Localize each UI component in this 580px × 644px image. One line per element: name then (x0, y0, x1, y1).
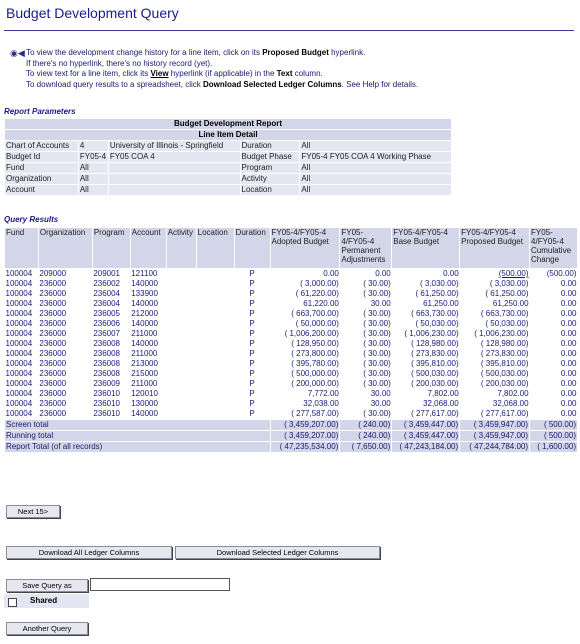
table-cell: ( 273,830.00) (392, 349, 460, 359)
table-cell: 236000 (38, 309, 92, 319)
table-cell: 30.00 (340, 389, 392, 399)
table-row (5, 319, 578, 329)
table-cell: 0.00 (530, 409, 578, 420)
table-cell (166, 339, 196, 349)
total-value: ( 3,459,947.00) (460, 431, 530, 442)
table-cell: 236000 (38, 369, 92, 379)
table-cell: 0.00 (530, 379, 578, 389)
table-cell: P (234, 309, 270, 319)
column-header: Program (92, 228, 130, 269)
table-cell: 212000 (130, 309, 166, 319)
table-row (5, 309, 578, 319)
table-cell: P (234, 389, 270, 399)
table-cell: 100004 (5, 309, 39, 319)
total-row (5, 431, 578, 442)
total-row (5, 420, 578, 431)
table-cell: ( 395,780.00) (270, 359, 340, 369)
table-cell: 0.00 (530, 399, 578, 409)
column-header: FY05-4/FY05-4 Permanent Adjustments (340, 228, 392, 269)
table-cell: 236000 (38, 299, 92, 309)
table-cell (166, 349, 196, 359)
total-value: ( 500.00) (530, 431, 578, 442)
table-cell: 236009 (92, 379, 130, 389)
table-cell: 236008 (92, 339, 130, 349)
table-cell: ( 395,810.00) (392, 359, 460, 369)
table-cell[interactable]: ( 277,617.00) (460, 409, 530, 420)
table-cell: ( 500,000.00) (270, 369, 340, 379)
table-cell (166, 279, 196, 289)
table-cell: ( 30.00) (340, 309, 392, 319)
table-cell: 120010 (130, 389, 166, 399)
table-cell: 100004 (5, 409, 39, 420)
table-cell: 236000 (38, 399, 92, 409)
total-label: Screen total (5, 420, 271, 431)
help-line-1: ◉◀ To view the development change history for a line item, click on its Proposed Budget hyperlink. (10, 48, 366, 58)
table-cell: 100004 (5, 339, 39, 349)
table-cell: 7,772.00 (270, 389, 340, 399)
table-row (5, 279, 578, 289)
table-cell: 236008 (92, 359, 130, 369)
table-cell: P (234, 339, 270, 349)
title-divider (4, 30, 574, 31)
table-cell: ( 200,000.00) (270, 379, 340, 389)
table-cell: 236006 (92, 319, 130, 329)
table-cell: 100004 (5, 369, 39, 379)
table-cell: 236000 (38, 389, 92, 399)
table-cell (166, 299, 196, 309)
table-cell: 100004 (5, 379, 39, 389)
table-cell: 0.00 (530, 289, 578, 299)
table-cell: P (234, 329, 270, 339)
param-row: Budget Id FY05-4 FY05 COA 4 Budget Phase FY05-4 FY05 COA 4 Working Phase (5, 152, 452, 163)
table-cell: 236010 (92, 409, 130, 420)
table-cell: 236010 (92, 399, 130, 409)
table-cell: ( 30.00) (340, 359, 392, 369)
table-cell: 61,250.00 (392, 299, 460, 309)
table-row (5, 289, 578, 299)
column-header: Organization (38, 228, 92, 269)
column-header: Fund (5, 228, 39, 269)
table-cell (196, 319, 234, 329)
total-value: ( 3,459,447.00) (392, 420, 460, 431)
table-cell: 236000 (38, 359, 92, 369)
table-cell: ( 30.00) (340, 329, 392, 339)
table-cell: 121100 (130, 269, 166, 280)
table-cell: 100004 (5, 359, 39, 369)
table-cell: 30.00 (340, 299, 392, 309)
table-cell: 100004 (5, 289, 39, 299)
table-cell (196, 409, 234, 420)
help-line-3: To view text for a line item, click its View hyperlink (if applicable) in the Text column. (26, 69, 323, 78)
table-cell (166, 409, 196, 420)
table-cell: 236007 (92, 329, 130, 339)
report-title: Budget Development Report (5, 119, 452, 130)
shared-label: Shared (30, 596, 58, 605)
table-cell: 0.00 (530, 389, 578, 399)
table-cell[interactable]: ( 1,006,230.00) (460, 329, 530, 339)
column-header: FY05-4/FY05-4 Base Budget (392, 228, 460, 269)
table-cell (196, 359, 234, 369)
table-cell (196, 369, 234, 379)
table-row (5, 389, 578, 399)
table-cell[interactable]: ( 50,030.00) (460, 319, 530, 329)
table-cell[interactable]: 61,250.00 (460, 299, 530, 309)
help-text (6, 48, 576, 90)
table-cell: 100004 (5, 319, 39, 329)
save-query-as-button[interactable]: Save Query as (6, 579, 88, 592)
column-header: FY05-4/FY05-4 Proposed Budget (460, 228, 530, 269)
table-cell: 215000 (130, 369, 166, 379)
table-cell (166, 319, 196, 329)
table-cell: 236008 (92, 349, 130, 359)
table-cell: 32,068.00 (392, 399, 460, 409)
download-selected-ledger-columns-button[interactable]: Download Selected Ledger Columns (175, 546, 380, 559)
table-cell[interactable]: ( 200,030.00) (460, 379, 530, 389)
table-cell: 236010 (92, 389, 130, 399)
table-cell: ( 277,617.00) (392, 409, 460, 420)
total-value: ( 7,650.00) (340, 442, 392, 453)
table-cell[interactable]: (500.00) (460, 269, 530, 280)
table-cell: 0.00 (530, 279, 578, 289)
table-cell[interactable]: ( 663,730.00) (460, 309, 530, 319)
table-row (5, 329, 578, 339)
table-cell: 100004 (5, 269, 39, 280)
table-cell: 100004 (5, 299, 39, 309)
table-cell: ( 30.00) (340, 339, 392, 349)
param-row: Account All Location All (5, 185, 452, 196)
line-item-detail-title: Line Item Detail (5, 130, 452, 141)
table-cell: 61,220.00 (270, 299, 340, 309)
param-row: Fund All Program All (5, 163, 452, 174)
table-cell: 236000 (38, 289, 92, 299)
table-cell: P (234, 319, 270, 329)
total-value: ( 3,459,947.00) (460, 420, 530, 431)
table-cell (196, 379, 234, 389)
table-row (5, 379, 578, 389)
table-cell (166, 269, 196, 280)
table-cell: P (234, 379, 270, 389)
total-value: ( 47,235,534.00) (270, 442, 340, 453)
table-cell (166, 389, 196, 399)
table-cell[interactable]: ( 3,030.00) (460, 279, 530, 289)
table-cell: ( 500,030.00) (392, 369, 460, 379)
total-value: ( 1,600.00) (530, 442, 578, 453)
table-row (5, 269, 578, 280)
table-cell: ( 273,800.00) (270, 349, 340, 359)
param-row: Chart of Accounts 4 University of Illinois - Springfield Duration All (5, 141, 452, 152)
table-cell: 209001 (92, 269, 130, 280)
table-cell: ( 30.00) (340, 409, 392, 420)
table-cell: 0.00 (530, 359, 578, 369)
table-cell: ( 61,220.00) (270, 289, 340, 299)
table-cell: 236004 (92, 299, 130, 309)
table-cell[interactable]: 32,068.00 (460, 399, 530, 409)
table-cell: 130000 (130, 399, 166, 409)
table-cell: P (234, 349, 270, 359)
table-cell (166, 379, 196, 389)
table-cell[interactable]: ( 61,250.00) (460, 289, 530, 299)
table-cell: 140000 (130, 279, 166, 289)
table-cell: 0.00 (530, 339, 578, 349)
table-cell: ( 1,006,230.00) (392, 329, 460, 339)
table-cell: 236000 (38, 279, 92, 289)
total-value: ( 3,459,447.00) (392, 431, 460, 442)
table-cell: 140000 (130, 409, 166, 420)
table-cell: 140000 (130, 299, 166, 309)
table-row (5, 339, 578, 349)
table-cell: 0.00 (530, 329, 578, 339)
table-cell: 133900 (130, 289, 166, 299)
table-cell: 236005 (92, 309, 130, 319)
query-results-heading: Query Results (4, 215, 59, 224)
table-cell (166, 399, 196, 409)
table-cell: 100004 (5, 349, 39, 359)
table-cell: 0.00 (530, 369, 578, 379)
total-value: ( 240.00) (340, 431, 392, 442)
table-row (5, 399, 578, 409)
table-cell: 0.00 (340, 269, 392, 280)
table-cell: 140000 (130, 319, 166, 329)
column-header: Location (196, 228, 234, 269)
table-cell: ( 30.00) (340, 379, 392, 389)
table-cell: ( 3,000.00) (270, 279, 340, 289)
table-cell: ( 30.00) (340, 289, 392, 299)
table-cell (196, 389, 234, 399)
table-cell: 7,802.00 (392, 389, 460, 399)
total-value: ( 47,243,184.00) (392, 442, 460, 453)
table-cell: P (234, 409, 270, 420)
next-15-button[interactable]: Next 15> (6, 505, 60, 518)
table-cell: ( 30.00) (340, 279, 392, 289)
table-cell: 236000 (38, 319, 92, 329)
table-cell: 32,038.00 (270, 399, 340, 409)
total-value: ( 500.00) (530, 420, 578, 431)
table-cell: 0.00 (270, 269, 340, 280)
table-cell: ( 1,006,200.00) (270, 329, 340, 339)
query-results-table (4, 227, 578, 453)
table-cell (196, 339, 234, 349)
table-cell (196, 329, 234, 339)
table-cell: 211000 (130, 379, 166, 389)
view-link-example[interactable]: View (150, 69, 169, 78)
table-cell: 236000 (38, 349, 92, 359)
help-line-4: To download query results to a spreadsheet, click Download Selected Ledger Columns. See Help for details. (26, 79, 419, 89)
table-cell: ( 663,700.00) (270, 309, 340, 319)
table-cell: 100004 (5, 279, 39, 289)
table-cell: 0.00 (530, 299, 578, 309)
table-cell: ( 30.00) (340, 319, 392, 329)
total-value: ( 3,459,207.00) (270, 420, 340, 431)
table-cell[interactable]: ( 128,980.00) (460, 339, 530, 349)
table-cell (166, 309, 196, 319)
table-cell: 213000 (130, 359, 166, 369)
total-row (5, 442, 578, 453)
table-cell (166, 369, 196, 379)
table-cell (196, 289, 234, 299)
table-cell[interactable]: ( 273,830.00) (460, 349, 530, 359)
table-cell: (500.00) (530, 269, 578, 280)
table-row (5, 359, 578, 369)
table-cell: ( 50,030.00) (392, 319, 460, 329)
table-cell (196, 309, 234, 319)
table-row (5, 369, 578, 379)
table-cell (196, 349, 234, 359)
table-cell: 0.00 (530, 309, 578, 319)
table-cell: 140000 (130, 339, 166, 349)
help-line-2: If there's no hyperlink, there's no history record (yet). (26, 58, 213, 68)
table-cell: 236000 (38, 329, 92, 339)
table-cell: P (234, 359, 270, 369)
report-parameters-table (4, 118, 452, 196)
table-cell: P (234, 289, 270, 299)
download-all-ledger-columns-button[interactable]: Download All Ledger Columns (6, 546, 172, 559)
table-cell (166, 289, 196, 299)
column-header: FY05-4/FY05-4 Adopted Budget (270, 228, 340, 269)
table-cell: 209000 (38, 269, 92, 280)
table-cell: P (234, 299, 270, 309)
table-cell[interactable]: ( 395,810.00) (460, 359, 530, 369)
table-cell: ( 128,980.00) (392, 339, 460, 349)
table-cell: ( 663,730.00) (392, 309, 460, 319)
table-cell: 211000 (130, 329, 166, 339)
table-row (5, 409, 578, 420)
table-cell[interactable]: 7,802.00 (460, 389, 530, 399)
table-row (5, 349, 578, 359)
table-cell: ( 200,030.00) (392, 379, 460, 389)
param-row: Organization All Activity All (5, 174, 452, 185)
page-title: Budget Development Query (6, 5, 179, 21)
column-header: FY05-4/FY05-4 Cumulative Change (530, 228, 578, 269)
table-cell: 100004 (5, 389, 39, 399)
table-cell: ( 128,950.00) (270, 339, 340, 349)
another-query-button[interactable]: Another Query (6, 622, 88, 635)
table-cell: P (234, 269, 270, 280)
table-cell: 100004 (5, 329, 39, 339)
column-header: Account (130, 228, 166, 269)
total-value: ( 240.00) (340, 420, 392, 431)
table-cell: 236000 (38, 339, 92, 349)
table-cell: P (234, 369, 270, 379)
column-header: Activity (166, 228, 196, 269)
table-cell: 211000 (130, 349, 166, 359)
table-cell (196, 279, 234, 289)
total-label: Running total (5, 431, 271, 442)
table-cell (196, 399, 234, 409)
table-cell: ( 30.00) (340, 369, 392, 379)
table-row (5, 299, 578, 309)
table-cell (166, 359, 196, 369)
table-cell: 0.00 (530, 319, 578, 329)
table-cell: 236000 (38, 409, 92, 420)
table-cell (166, 329, 196, 339)
total-label: Report Total (of all records) (5, 442, 271, 453)
table-cell: 0.00 (392, 269, 460, 280)
save-query-name-input[interactable] (90, 578, 230, 591)
table-cell: ( 30.00) (340, 349, 392, 359)
table-cell: ( 50,000.00) (270, 319, 340, 329)
column-header: Duration (234, 228, 270, 269)
table-cell: 0.00 (530, 349, 578, 359)
table-cell (196, 269, 234, 280)
shared-checkbox[interactable] (8, 598, 17, 607)
table-cell (196, 299, 234, 309)
report-parameters-heading: Report Parameters (4, 107, 76, 116)
table-cell: ( 277,587.00) (270, 409, 340, 420)
table-cell: 236000 (38, 379, 92, 389)
table-cell: P (234, 279, 270, 289)
speech-bubble-icon: ◉◀ (10, 48, 25, 58)
table-cell[interactable]: ( 500,030.00) (460, 369, 530, 379)
table-cell: 30.00 (340, 399, 392, 409)
table-cell: ( 61,250.00) (392, 289, 460, 299)
table-cell: ( 3,030.00) (392, 279, 460, 289)
total-value: ( 47,244,784.00) (460, 442, 530, 453)
results-header-row (5, 228, 578, 269)
table-cell: 236002 (92, 279, 130, 289)
table-cell: 236004 (92, 289, 130, 299)
table-cell: P (234, 399, 270, 409)
total-value: ( 3,459,207.00) (270, 431, 340, 442)
table-cell: 100004 (5, 399, 39, 409)
table-cell: 236008 (92, 369, 130, 379)
